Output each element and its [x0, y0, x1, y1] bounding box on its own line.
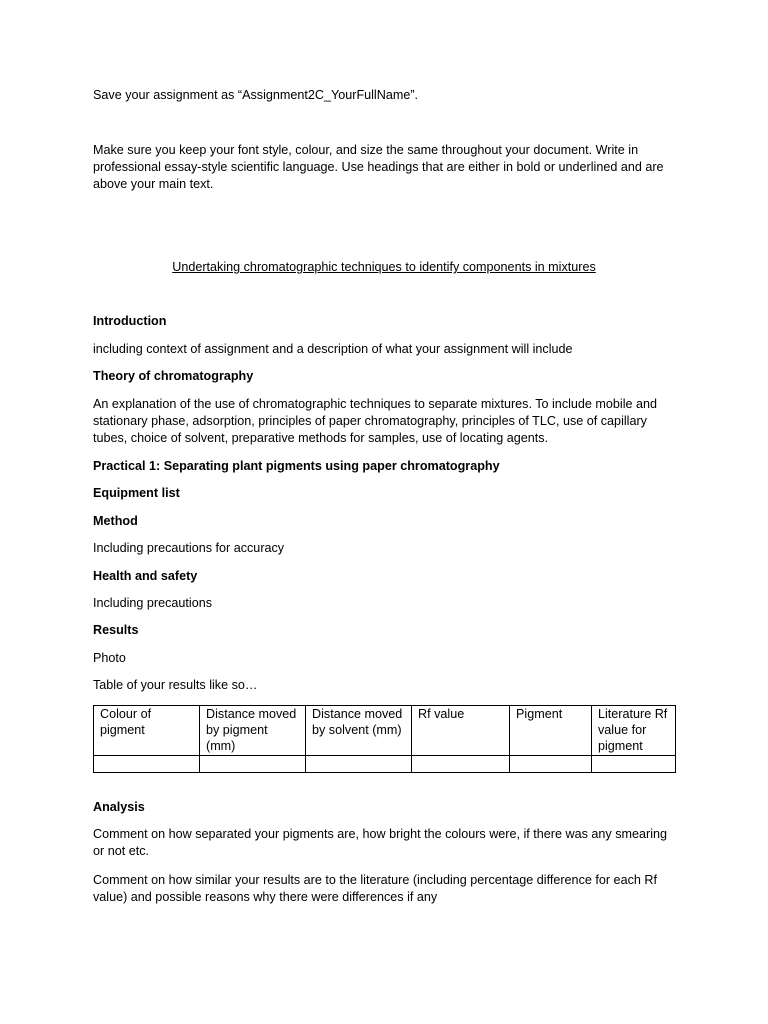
- table-header-cell: Distance moved by solvent (mm): [306, 706, 412, 756]
- table-cell: [94, 756, 200, 773]
- results-table-header-row: [94, 706, 676, 756]
- save-note: Save your assignment as “Assignment2C_YourFullName”.: [93, 88, 419, 102]
- results-table-intro: Table of your results like so…: [93, 678, 258, 692]
- table-row: [94, 756, 676, 773]
- table-header-cell: Literature Rf value for pigment: [592, 706, 676, 756]
- table-header-cell: Pigment: [510, 706, 592, 756]
- analysis-paragraph-2: Comment on how similar your results are to the literature (including percentage difference for each Rf value) and possible reasons why there were differences if any: [93, 873, 657, 904]
- results-heading: Results: [93, 623, 139, 637]
- health-safety-heading: Health and safety: [93, 569, 198, 583]
- table-cell: [412, 756, 510, 773]
- table-header-cell: Colour of pigment: [94, 706, 200, 756]
- results-table: [93, 705, 676, 773]
- table-header-cell: Distance moved by pigment (mm): [200, 706, 306, 756]
- introduction-heading: Introduction: [93, 314, 167, 328]
- table-cell: [306, 756, 412, 773]
- results-photo-label: Photo: [93, 651, 126, 665]
- health-safety-text: Including precautions: [93, 596, 213, 610]
- method-text: Including precautions for accuracy: [93, 541, 285, 555]
- practical1-heading: Practical 1: Separating plant pigments using paper chromatography: [93, 459, 500, 473]
- instructions-paragraph: Make sure you keep your font style, colour, and size the same throughout your document. Write in professional essay-style scientific language. Use headings that are either in bold or underlined and are above your main text.: [93, 143, 664, 191]
- analysis-heading: Analysis: [93, 800, 145, 814]
- theory-text: An explanation of the use of chromatographic techniques to separate mixtures. To include mobile and stationary phase, adsorption, principles of paper chromatography, principles of TLC, use of capillary tubes, choice of solvent, preparative methods for samples, use of locating agents.: [93, 397, 658, 445]
- table-cell: [592, 756, 676, 773]
- table-cell: [200, 756, 306, 773]
- table-cell: [510, 756, 592, 773]
- document-title: Undertaking chromatographic techniques to identify components in mixtures: [172, 260, 596, 274]
- equipment-heading: Equipment list: [93, 486, 180, 500]
- table-header-cell: Rf value: [412, 706, 510, 756]
- introduction-text: including context of assignment and a description of what your assignment will include: [93, 342, 573, 356]
- method-heading: Method: [93, 514, 138, 528]
- analysis-paragraph-1: Comment on how separated your pigments are, how bright the colours were, if there was any smearing or not etc.: [93, 827, 667, 858]
- theory-heading: Theory of chromatography: [93, 369, 254, 383]
